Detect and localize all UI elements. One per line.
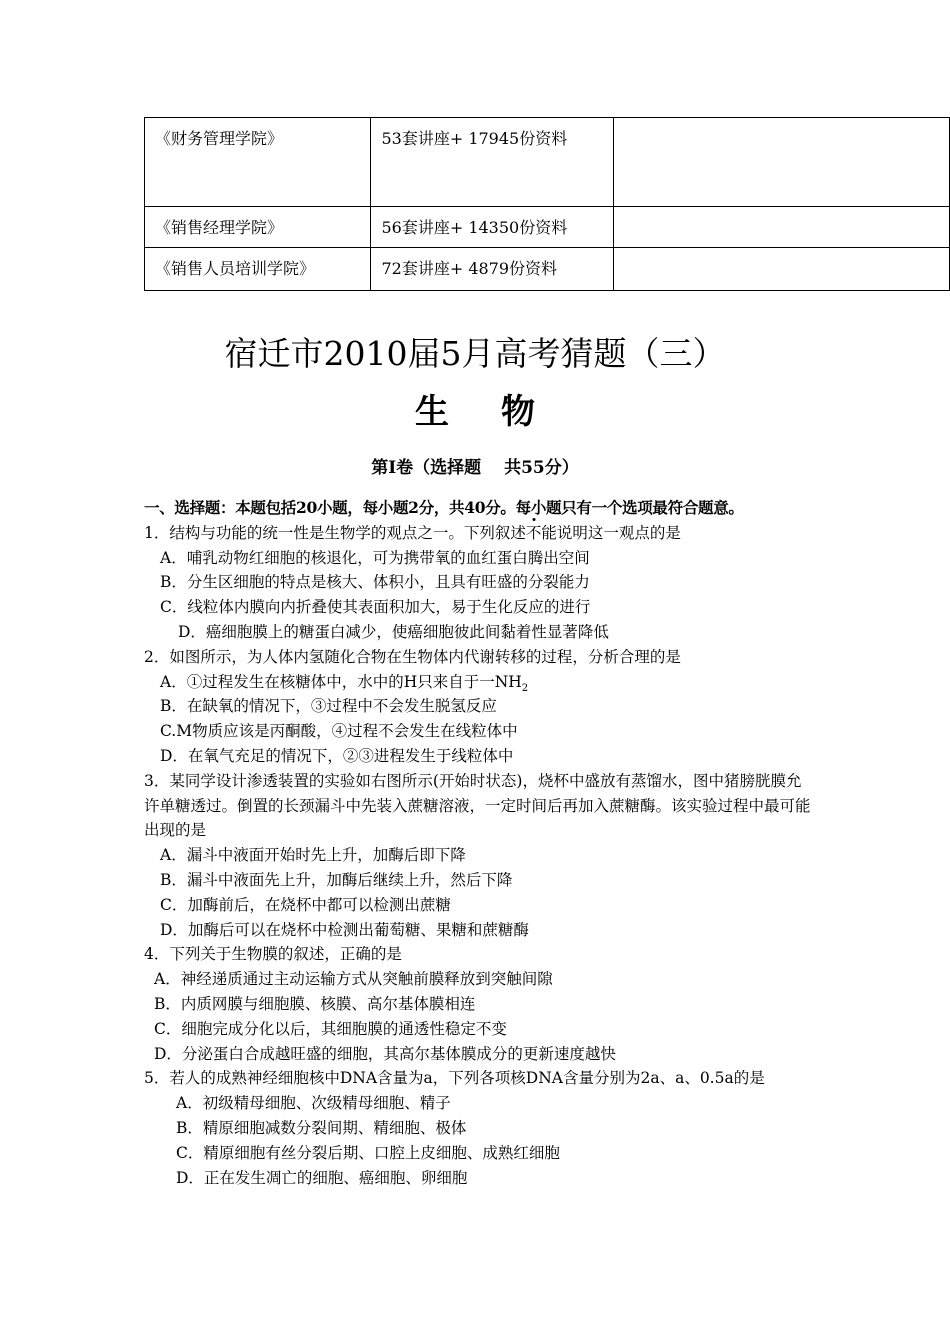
question-2-option-b: B．在缺氧的情况下，③过程中不会发生脱氢反应 [160, 697, 497, 716]
resource-table [144, 117, 950, 291]
question-1-option-c: C．线粒体内膜向内折叠使其表面积加大，易于生化反应的进行 [160, 598, 591, 617]
question-2-stem: 2．如图所示，为人体内氢随化合物在生物体内代谢转移的过程，分析合理的是 [144, 647, 681, 666]
question-4-option-d: D．分泌蛋白合成越旺盛的细胞，其高尔基体膜成分的更新速度越快 [154, 1044, 616, 1063]
table-cell-name: 《销售人员培训学院》 [145, 248, 371, 291]
table-row [145, 118, 950, 207]
section-heading: 一、选择题：本题包括20小题，每小题2分，共40分。每小题只有一个选项最符合题意。 [144, 498, 744, 517]
question-4-option-a: A．神经递质通过主动运输方式从突触前膜释放到突触间隙 [154, 970, 553, 989]
part-heading: 第Ⅰ卷（选择题 共55分） [371, 458, 579, 478]
question-3-stem: 3．某同学设计渗透装置的实验如右图所示(开始时状态)，烧杯中盛放有蒸馏水，图中猪膀胱膜允许单糖透过。倒置的长颈漏斗中先装入蔗糖溶液，一定时间后再加入蔗糖酶。该实验过程中最可能出现的是 [144, 771, 811, 840]
exam-title: 宿迁市2010届5月高考猜题（三） [224, 334, 726, 373]
question-3-option-a: A．漏斗中液面开始时先上升，加酶后即下降 [160, 846, 466, 865]
exam-subject [0, 388, 950, 436]
question-5-option-c: C．精原细胞有丝分裂后期、口腔上皮细胞、成熟红细胞 [176, 1143, 560, 1162]
question-3-option-c: C．加酶前后，在烧杯中都可以检测出蔗糖 [160, 895, 451, 914]
question-2-option-a: A．①过程发生在核糖体中，水中的H只来自于一$NH_2$ [160, 672, 529, 694]
question-3-option-d: D．加酶后可以在烧杯中检测出葡萄糖、果糖和蔗糖酶 [160, 920, 529, 939]
table-cell-name: 《财务管理学院》 [145, 118, 371, 207]
table-cell-content: 72套讲座+ 4879份资料 [371, 248, 613, 291]
table-cell-extra [613, 207, 949, 248]
question-1-option-b: B．分生区细胞的特点是核大、体积小，且具有旺盛的分裂能力 [160, 573, 590, 592]
table-cell-content: 56套讲座+ 14350份资料 [371, 207, 613, 248]
question-1-option-d: D．癌细胞膜上的糖蛋白减少，使癌细胞彼此间黏着性显著降低 [178, 622, 609, 641]
question-5-option-d: D．正在发生凋亡的细胞、癌细胞、卵细胞 [176, 1168, 468, 1187]
question-1-stem: 1．结构与功能的统一性是生物学的观点之一。下列叙述不能说明这一观点的是 [144, 523, 681, 542]
table-row [145, 248, 950, 291]
table-cell-extra [613, 118, 949, 207]
question-5-option-a: A．初级精母细胞、次级精母细胞、精子 [176, 1094, 451, 1113]
subject-char-1: 生 [415, 392, 449, 432]
table-cell-extra [613, 248, 949, 291]
question-3-option-b: B．漏斗中液面先上升，加酶后继续上升，然后下降 [160, 870, 513, 889]
question-body [144, 496, 814, 1190]
question-5-stem: 5．若人的成熟神经细胞核中DNA含量为a，下列各项核DNA含量分别为2a、a、0.5a的是 [144, 1069, 765, 1088]
question-1-option-a: A．哺乳动物红细胞的核退化，可为携带氧的血红蛋白腾出空间 [160, 548, 590, 567]
question-4-option-b: B．内质网膜与细胞膜、核膜、高尔基体膜相连 [154, 994, 476, 1013]
table-cell-name: 《销售经理学院》 [145, 207, 371, 248]
question-2-option-c: C.M物质应该是丙酮酸，④过程不会发生在线粒体中 [160, 722, 518, 741]
question-4-stem: 4．下列关于生物膜的叙述，正确的是 [144, 945, 402, 964]
table-cell-content: 53套讲座+ 17945份资料 [371, 118, 613, 207]
table-row [145, 207, 950, 248]
emphasis-dot-char: 不 [525, 523, 542, 542]
question-4-option-c: C．细胞完成分化以后，其细胞膜的通透性稳定不变 [154, 1019, 507, 1038]
subject-char-2: 物 [501, 392, 535, 432]
question-2-option-d: D．在氧气充足的情况下，②③进程发生于线粒体中 [160, 746, 514, 765]
question-5-option-b: B．精原细胞减数分裂间期、精细胞、极体 [176, 1118, 467, 1137]
